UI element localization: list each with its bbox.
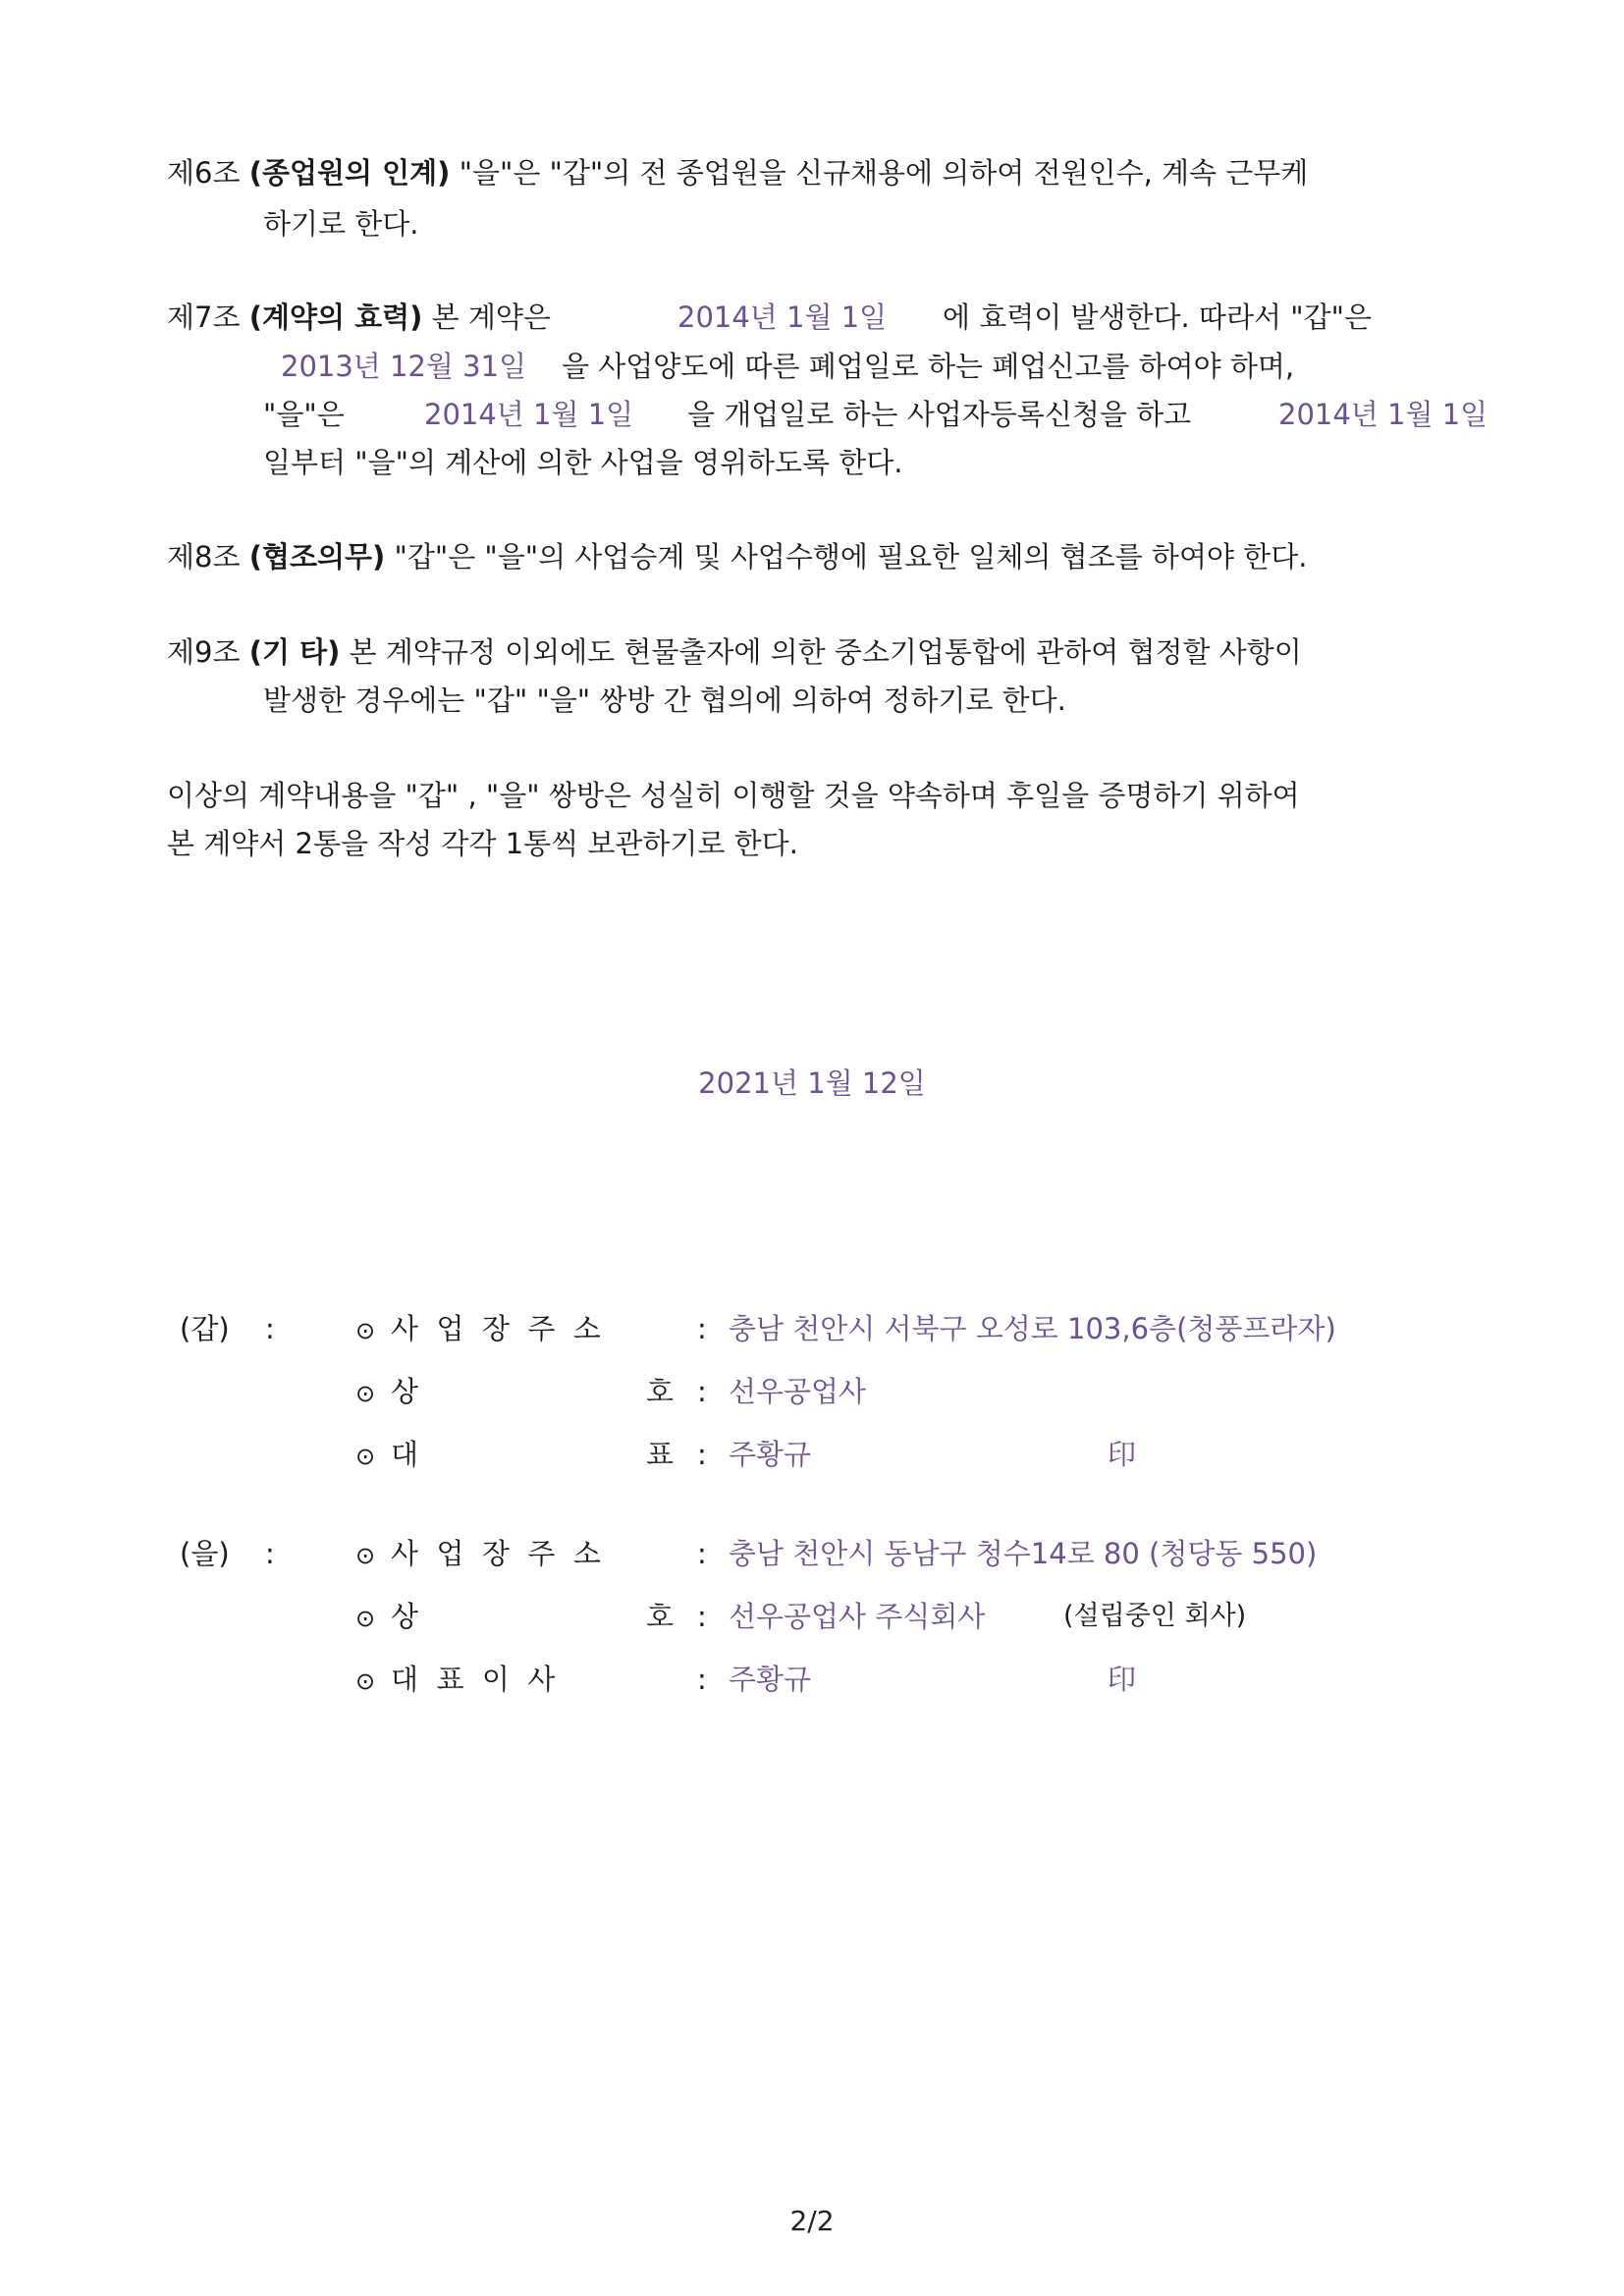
party-gap-name-label-b: 호 [646, 1375, 675, 1408]
party-eul-colon: : [265, 1537, 275, 1570]
article-7-opening-date: 2014년 1월 1일 [424, 398, 634, 431]
party-gap-address: 충남 천안시 서북구 오성로 103,6층(청풍프라자) [729, 1312, 1336, 1345]
article-8-title: (협조의무) [248, 540, 386, 574]
bullet-icon: ⊙ [355, 1667, 376, 1695]
party-gap-rep-label-a: 대 [391, 1438, 419, 1471]
party-eul-seal: 印 [1108, 1663, 1137, 1696]
article-7-text-1a: 본 계약은 [422, 301, 551, 334]
article-9-line-1 [167, 632, 1302, 672]
article-6-line-1 [167, 153, 1308, 192]
article-9-text-1: 본 계약규정 이외에도 현물출자에 의한 중소기업통합에 관하여 협정할 사항이 [340, 635, 1302, 669]
party-eul-label: (을) [180, 1537, 230, 1570]
party-gap-label: (갑) [180, 1312, 230, 1345]
party-eul-rep-colon: : [697, 1663, 707, 1696]
party-eul-name-label-b: 호 [646, 1600, 675, 1633]
party-gap-name-label-a: 상 [391, 1375, 419, 1408]
party-eul-representative: 주황규 [729, 1663, 812, 1696]
party-eul-business-name: 선우공업사 주식회사 [729, 1600, 986, 1633]
article-8-number: 제8조 [167, 540, 241, 574]
article-7-line-4: 일부터 "을"의 계산에 의한 사업을 영위하도록 한다. [263, 446, 903, 479]
party-eul-rep-label: 대 표 이 사 [391, 1663, 556, 1696]
bullet-icon: ⊙ [355, 1317, 376, 1344]
bullet-icon: ⊙ [355, 1605, 376, 1632]
party-eul-address: 충남 천안시 동남구 청수14로 80 (청당동 550) [729, 1537, 1318, 1570]
party-gap-rep-colon: : [697, 1438, 707, 1471]
article-7-business-start-date: 2014년 1월 1일 [1278, 398, 1489, 431]
article-6-title: (종업원의 인계) [248, 156, 451, 190]
party-gap-seal: 印 [1108, 1438, 1137, 1471]
article-7-line-1 [167, 298, 551, 337]
article-7-text-1b: 에 효력이 발생한다. 따라서 "갑"은 [943, 301, 1372, 334]
article-6-number: 제6조 [167, 156, 241, 190]
party-gap-name-colon: : [697, 1375, 707, 1408]
article-8-line-1 [167, 537, 1307, 576]
article-6-text-1: "을"은 "갑"의 전 종업원을 신규채용에 의하여 전원인수, 계속 근무케 [450, 156, 1309, 190]
article-7-text-2b: 을 사업양도에 따른 폐업일로 하는 폐업신고를 하여야 하며, [562, 350, 1295, 383]
party-gap-representative: 주황규 [729, 1438, 812, 1471]
party-eul-name-label-a: 상 [391, 1600, 419, 1633]
article-9-title: (기 타) [248, 635, 341, 669]
page-number: 2/2 [789, 2205, 835, 2237]
bullet-icon: ⊙ [355, 1542, 376, 1569]
party-gap-colon: : [265, 1312, 275, 1345]
party-eul-address-colon: : [697, 1537, 707, 1570]
party-gap-rep-label-b: 표 [646, 1438, 675, 1471]
bullet-icon: ⊙ [355, 1443, 376, 1470]
closing-line-1: 이상의 계약내용을 "갑" , "을" 쌍방은 성실히 이행할 것을 약속하며 후일을 증명하기 위하여 [167, 779, 1300, 812]
article-6-line-2: 하기로 한다. [263, 207, 419, 241]
article-7-text-3b: 을 개업일로 하는 사업자등록신청을 하고 [687, 398, 1192, 431]
closing-line-2: 본 계약서 2통을 작성 각각 1통씩 보관하기로 한다. [167, 827, 798, 860]
bullet-icon: ⊙ [355, 1380, 376, 1407]
contract-date: 2021년 1월 12일 [698, 1066, 926, 1100]
article-7-number: 제7조 [167, 301, 241, 334]
party-gap-business-name: 선우공업사 [729, 1375, 867, 1408]
article-9-number: 제9조 [167, 635, 241, 669]
party-eul-address-label: 사 업 장 주 소 [391, 1537, 601, 1570]
article-7-effective-date: 2014년 1월 1일 [677, 301, 888, 334]
article-7-text-3a: "을"은 [263, 398, 345, 431]
party-eul-note: (설립중인 회사) [1063, 1601, 1247, 1631]
article-9-line-2: 발생한 경우에는 "갑" "을" 쌍방 간 협의에 의하여 정하기로 한다. [263, 683, 1066, 717]
party-gap-address-colon: : [697, 1312, 707, 1345]
article-7-title: (계약의 효력) [248, 301, 423, 334]
party-gap-address-label: 사 업 장 주 소 [391, 1312, 601, 1345]
party-eul-name-colon: : [697, 1600, 707, 1633]
article-8-text-1: "갑"은 "을"의 사업승계 및 사업수행에 필요한 일체의 협조를 하여야 한다. [385, 540, 1308, 574]
article-7-closure-date: 2013년 12월 31일 [281, 350, 527, 383]
